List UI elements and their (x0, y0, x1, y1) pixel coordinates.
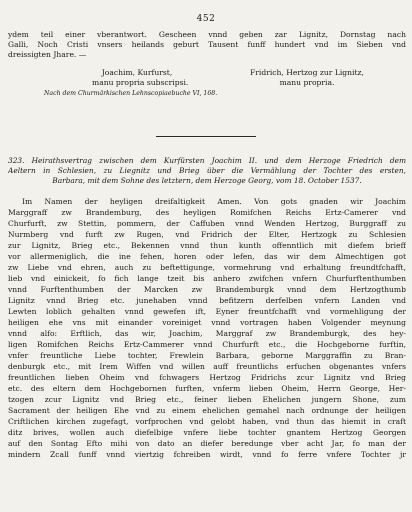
text-line: vnnd Furftenthumben der Marcken zw Brandemburgk vnnd dem Hertzogthumb (8, 285, 406, 294)
text-line: auf den Sontag Efto mihi von dato an diefer beredunge vber acht Jar, fo man der (8, 439, 406, 448)
text-line: mindern Zcall funff vnnd viertzig fchreiben wirdt, vnnd fo ferre vnfere Tochter jr (8, 450, 406, 459)
document-heading: 323. Heirathsvertrag zwischen dem Kurfürsten Joachim II. und dem Herzoge Friedrich dem (8, 156, 406, 165)
section-divider (156, 136, 256, 137)
text-line: zur Lignitz, Brieg etc., Bekennen vnnd thun kunth offenntlich mit diefem brieff (8, 241, 406, 250)
text-line: vnfer freuntliche Liebe tochter, Frewlein Barbara, geborne Marggraffin zu Bran- (8, 351, 406, 360)
signature-note: manu propria subscripsi. (92, 78, 189, 87)
signature-note: manu propria. (279, 78, 335, 87)
signature-name: Fridrich, Hertzog zur Lignitz, (250, 68, 364, 77)
document-heading: Barbara, mit dem Sohne des letztern, dem Herzoge Georg, vom 18. October 1537. (52, 176, 362, 185)
text-line: vor allermeniglich, die ine fehen, horen oder lefen, das wir dem Almechtigen got (8, 252, 406, 261)
source-note: Nach dem Churmärkischen Lehnscopiaebuche VI, 168. (44, 90, 218, 97)
text-line: denburgk etc., mit Irem Wiffen vnd willen auff freuntlichs erfuchen obgenantes vnfers (8, 362, 406, 371)
page-number: 452 (196, 14, 216, 24)
document-heading: Aeltern in Schlesien, zu Liegnitz und Brieg über die Vermählung der Tochter des ersten, (8, 166, 406, 175)
text-line: Churfurft, zw Stettin, pommern, der Caffuben vnnd Wenden Hertzog, Burggraff zu (8, 219, 406, 228)
text-line: zw Liebe vnd ehren, auch zu beftettigunge, vormehrung vnd erhaltung freundtfchafft, (8, 263, 406, 272)
text-line: freuntlichen lieben Oheim vnd fchwagers Hertzog Fridrichs zcur Lignitz vnd Brieg (8, 373, 406, 382)
text-line: Sacrament der heiligen Ehe vnd zu einem ehelichen gemahel nach ordnunge der heiligen (8, 406, 406, 415)
text-line: tzogen zcur Lignitz vnd Brieg etc., feiner lieben Ehelichen jungern Shone, zum (8, 395, 406, 404)
text-line: Galli, Noch Cristi vnsers heilands geburt Tausent funff hundert vnd im Sieben vnd (8, 40, 406, 49)
text-line: Nurmberg vnd furft zw Rugen, vnd Fridrich der Elter, Hertzogk zu Schlesien (8, 230, 406, 239)
text-line: ligen Romifchen Reichs Ertz-Cammerer vnnd Churfurft etc., die Hochgeborne furftin, (8, 340, 406, 349)
text-line: dreissigten Jhare. — (8, 50, 87, 59)
signature-name: Joachim, Kurfurst, (101, 68, 173, 77)
text-line: Lignitz vnnd Brieg etc. junehaben vnnd befitzern derfelben vnfern Landen vnd (8, 296, 406, 305)
text-line: Lewten loblich gehalten vnnd gewefen ift, Eyner freuntfchafft vnd vormehligung der (8, 307, 406, 316)
text-line: lieb vnd einickeit, fo fich lange tzeit bis anhero zwifchen vnfern Churfurftenthumben (8, 274, 406, 283)
text-line: vnnd alfo: Erftlich, das wir, Joachim, Marggraf zw Brandemburgk, des hey- (8, 329, 406, 338)
text-line: Marggraff zw Brandemburg, des heyligen Romifchen Reichs Ertz-Camerer vnd (8, 208, 406, 217)
text-line: etc. des eltern dem Hochgebornen furften, vnferm lieben Oheim, Herrn George, Her- (8, 384, 406, 393)
text-line: Im Namen der heyligen dreifaltigkeit Amen. Von gots gnaden wir Joachim (22, 197, 406, 206)
text-line: Criftlichen kirchen zugefagt, vorfprochen vnd gelobt haben, vnd thun das hiemit in craft (8, 417, 406, 426)
text-line: heiligen ehe vns mit einander voreiniget vnnd vortragen haben Volgender meynung (8, 318, 406, 327)
text-line: ditz brives, wollen auch diefelbige vnfere liebe tochter gnantem Hertzog Georgen (8, 428, 406, 437)
text-line: ydem teil einer vberantwort. Gescheen vnnd geben zar Lignitz, Dornstag nach (8, 30, 406, 39)
